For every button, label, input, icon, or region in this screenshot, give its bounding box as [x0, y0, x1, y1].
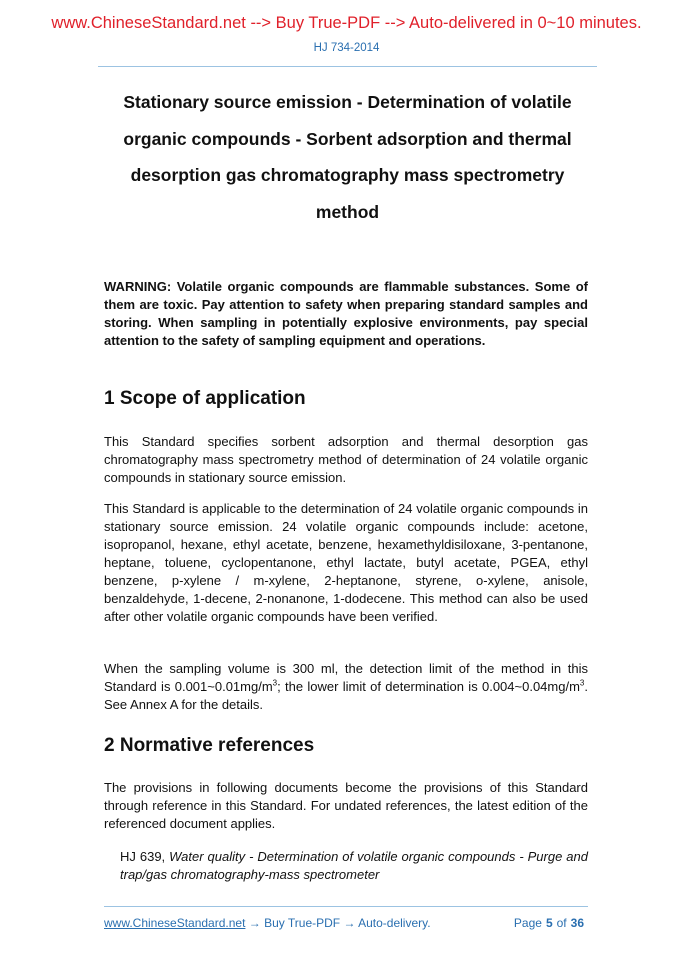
scope-paragraph-3 [104, 660, 588, 714]
reference-title: Water quality - Determination of volatile organic compounds - Purge and trap/gas chromatography-mass spectrometer [120, 849, 588, 882]
promo-banner: www.ChineseStandard.net --> Buy True-PDF --> Auto-delivered in 0~10 minutes. [51, 14, 642, 32]
page-total: 36 [570, 916, 584, 930]
reference-item [120, 848, 588, 884]
text-run: ; the lower limit of determination is 0.004~0.04mg/m [277, 679, 580, 694]
footer-link[interactable]: www.ChineseStandard.net [104, 916, 246, 930]
standard-code: HJ 734-2014 [313, 42, 380, 54]
references-paragraph: The provisions in following documents become the provisions of this Standard through reference in this Standard. For undated references, the latest edition of the referenced document applies. [104, 780, 588, 831]
superscript: 3 [579, 678, 585, 688]
page-indicator [514, 916, 584, 930]
document-title: Stationary source emission - Determination of volatile organic compounds - Sorbent adsorption and thermal desorption gas chromatography mass spectrometry method [123, 92, 572, 222]
scope-paragraph-2: This Standard is applicable to the determination of 24 volatile organic compounds in stationary source emission. 24 volatile organic compounds include: acetone, isopropanol, hexane, ethyl acetate, benzene, hexamethyldisiloxane, 3-pentanone, heptane, toluene, cyclopentanone, ethyl lactate, butyl acetate, PGEA, ethyl benzene, p-xylene / m-xylene, 2-heptanone, styrene, o-xylene, anisole, benzaldehyde, 1-decene, 2-nonanone, 1-dodecene. This method can also be used after other volatile organic compounds have been verified. [104, 501, 588, 624]
warning-paragraph: WARNING: Volatile organic compounds are flammable substances. Some of them are toxic. Pay attention to safety when preparing standard samples and storing. When sampling in potentially explosive environments, pay special attention to the safety of sampling equipment and operations. [104, 279, 588, 348]
scope-paragraph-1: This Standard specifies sorbent adsorption and thermal desorption gas chromatography mass spectrometry method of determination of 24 volatile organic compounds in stationary source emission. [104, 434, 588, 485]
reference-code: HJ 639, [120, 849, 170, 864]
footer-divider [104, 906, 588, 907]
footer-text: → Buy True-PDF → Auto-delivery. [245, 916, 431, 930]
page-current: 5 [545, 916, 553, 930]
header-divider [98, 66, 597, 67]
text-run: When the sampling volume is 300 ml, the detection limit of the method in this Standard is 0.001~0.01mg/m [104, 661, 588, 694]
page-label: Page [513, 916, 542, 930]
text-run: . See Annex A for the details. [104, 679, 588, 712]
page-of: of [556, 916, 567, 930]
section-heading-scope: 1 Scope of application [104, 388, 306, 409]
section-heading-references: 2 Normative references [104, 735, 315, 756]
superscript: 3 [272, 678, 278, 688]
page-footer [104, 916, 584, 930]
